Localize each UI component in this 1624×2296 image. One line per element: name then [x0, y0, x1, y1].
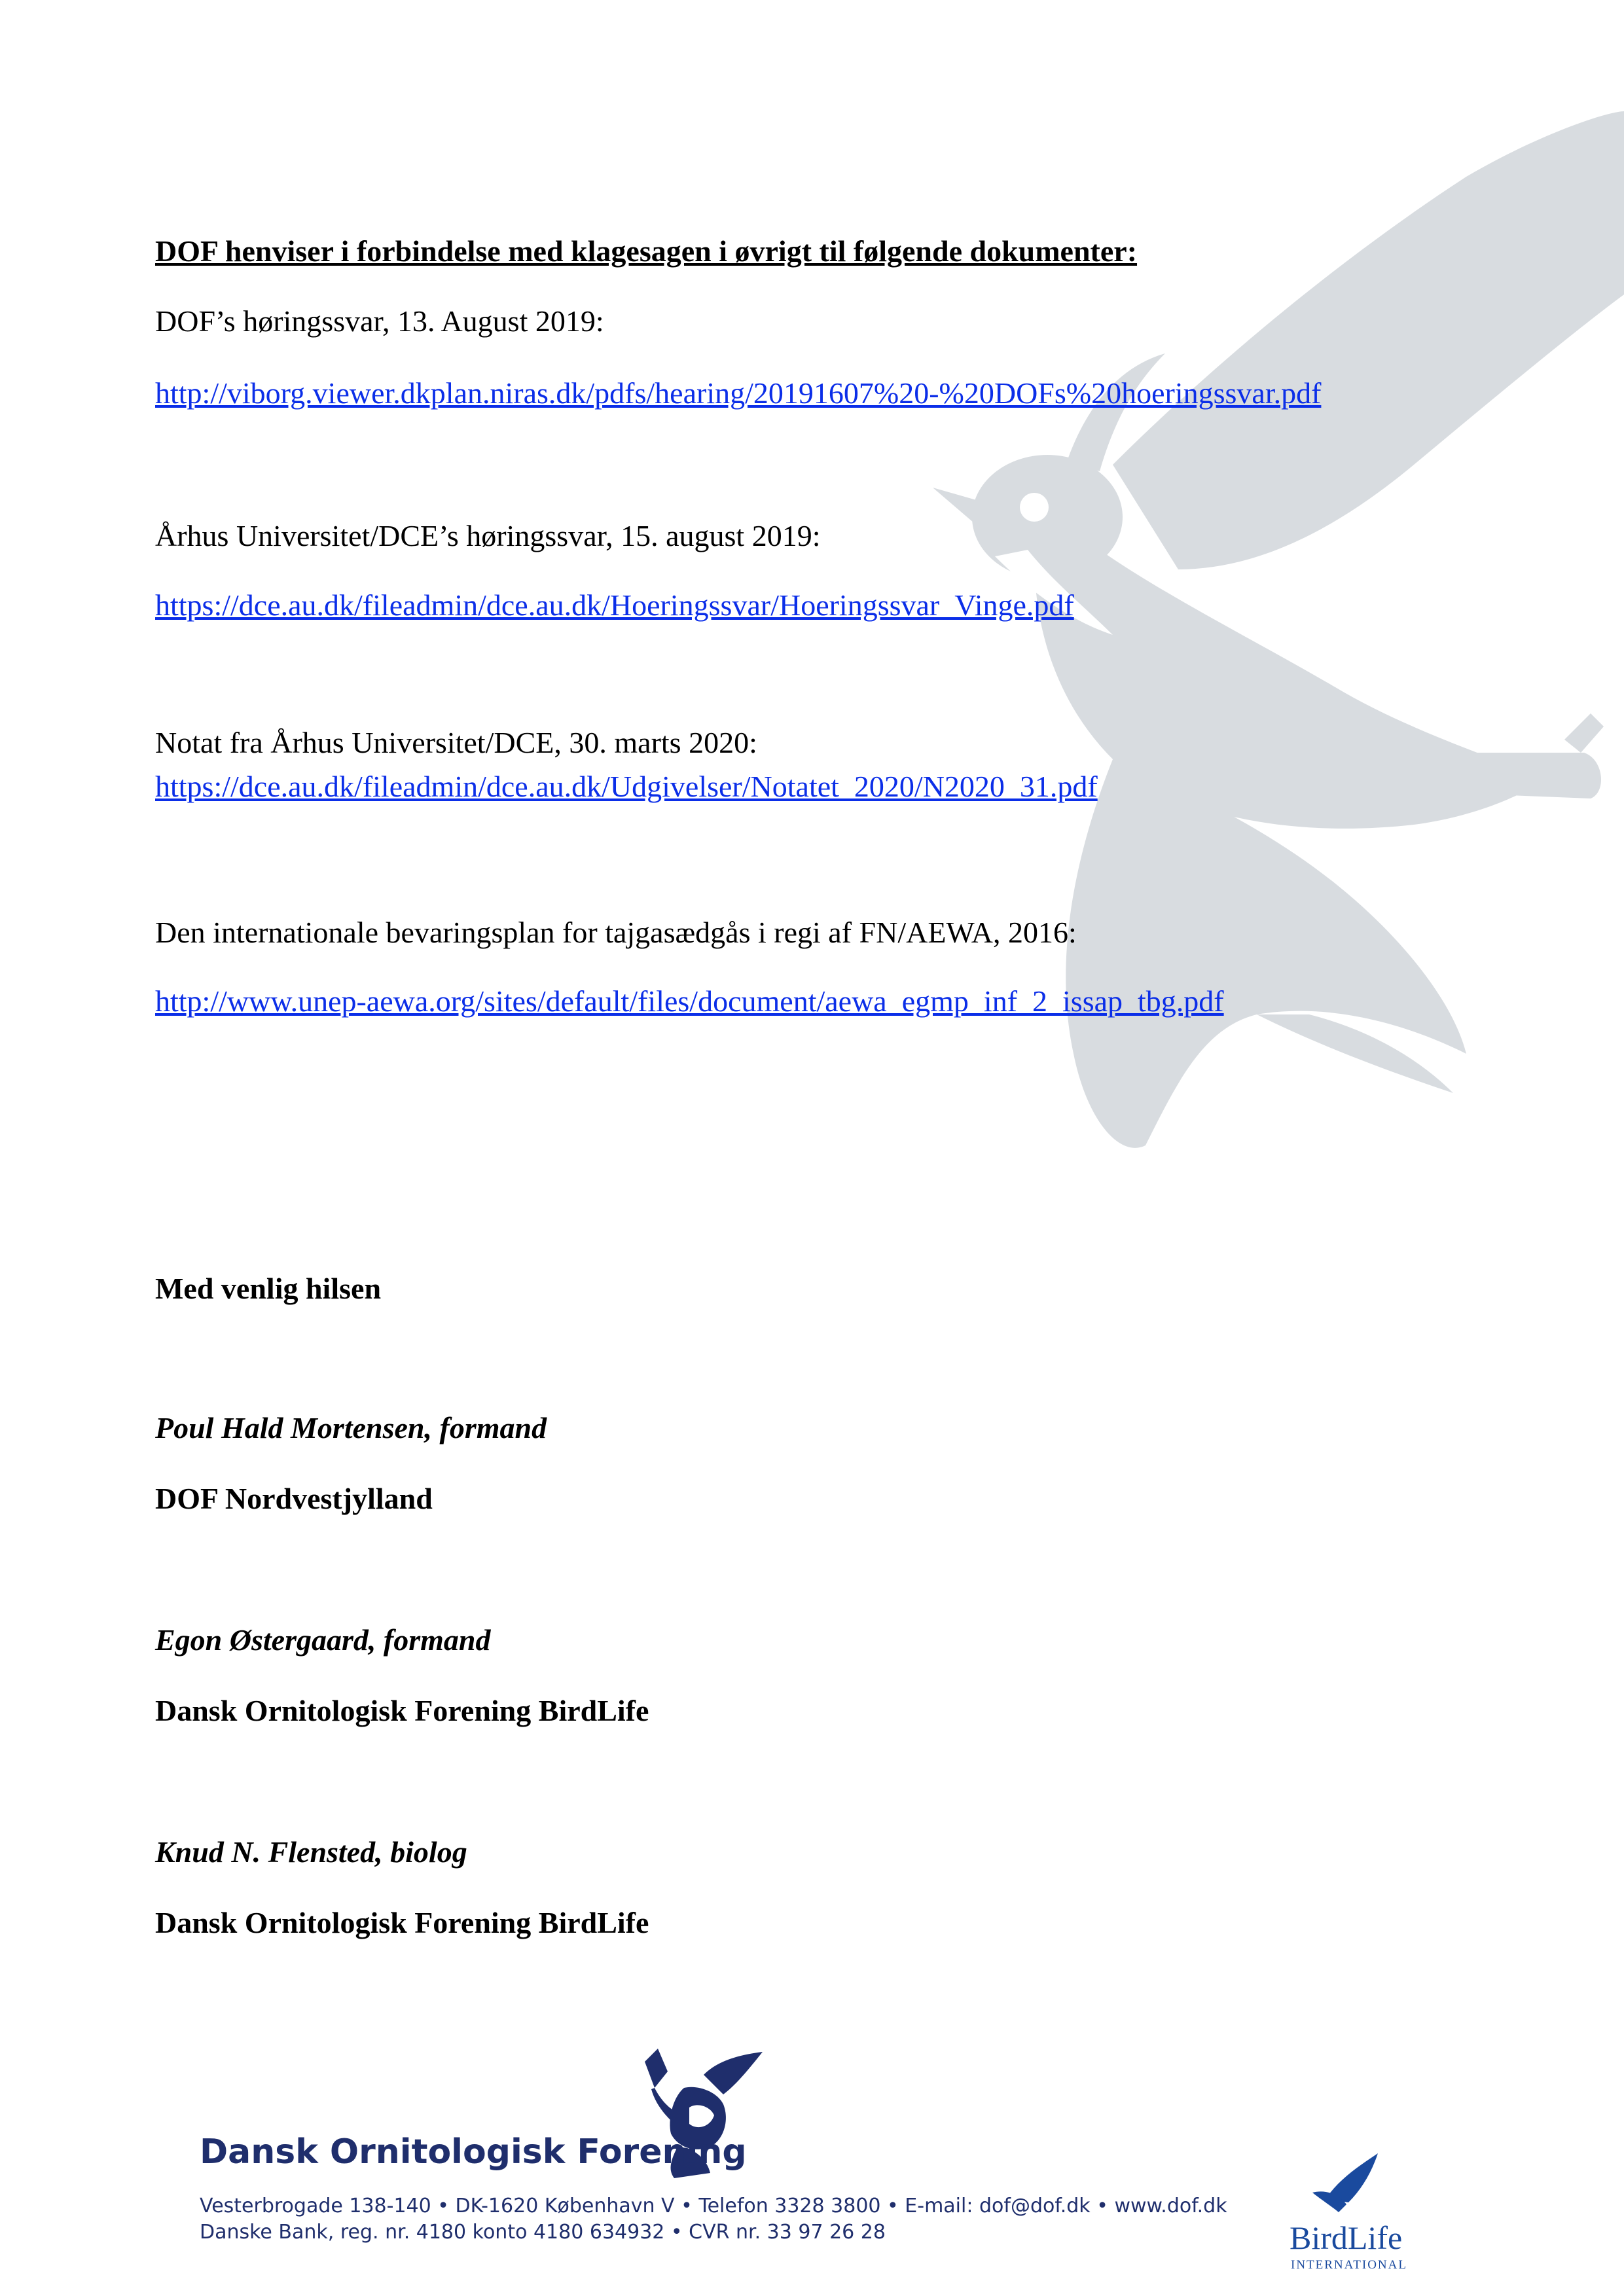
reference-link-2[interactable]: https://dce.au.dk/fileadmin/dce.au.dk/Hoeringssvar/Hoeringssvar_Vinge.pdf	[155, 588, 1074, 622]
letterhead-footer	[0, 2042, 1624, 2296]
reference-label-1: DOF’s høringssvar, 13. August 2019:	[155, 304, 604, 338]
birdlife-wordmark: BirdLife	[1290, 2219, 1403, 2256]
reference-label-2: Århus Universitet/DCE’s høringssvar, 15. august 2019:	[155, 519, 821, 552]
reference-link-3[interactable]: https://dce.au.dk/fileadmin/dce.au.dk/Udgivelser/Notatet_2020/N2020_31.pdf	[155, 770, 1098, 803]
address-line: Vesterbrogade 138-140 • DK-1620 København V • Telefon 3328 3800 • E-mail: dof@dof.dk • www.dof.dk	[200, 2195, 1227, 2217]
signatory-org-2: Dansk Ornitologisk Forening BirdLife	[155, 1694, 649, 1727]
page-heading: DOF henviser i forbindelse med klagesagen i øvrigt til følgende dokumenter:	[155, 234, 1138, 268]
birdlife-international-label: INTERNATIONAL	[1291, 2258, 1407, 2272]
bank-line: Danske Bank, reg. nr. 4180 konto 4180 634932 • CVR nr. 33 97 26 28	[200, 2221, 886, 2244]
closing-greeting: Med venlig hilsen	[155, 1272, 382, 1305]
signatory-name-1: Poul Hald Mortensen, formand	[155, 1411, 547, 1444]
reference-label-3: Notat fra Århus Universitet/DCE, 30. marts 2020:	[155, 726, 757, 759]
reference-link-4[interactable]: http://www.unep-aewa.org/sites/default/files/document/aewa_egmp_inf_2_issap_tbg.pdf	[155, 984, 1224, 1018]
reference-link-1[interactable]: http://viborg.viewer.dkplan.niras.dk/pdfs/hearing/20191607%20-%20DOFs%20hoeringssvar.pdf	[155, 376, 1322, 410]
signatory-org-3: Dansk Ornitologisk Forening BirdLife	[155, 1906, 649, 1939]
signatory-name-2: Egon Østergaard, formand	[155, 1623, 491, 1657]
signatory-org-1: DOF Nordvestjylland	[155, 1482, 433, 1515]
reference-label-4: Den internationale bevaringsplan for tajgasædgås i regi af FN/AEWA, 2016:	[155, 916, 1077, 949]
org-name: Dansk Ornitologisk Forening	[200, 2132, 747, 2172]
signatory-name-3: Knud N. Flensted, biolog	[155, 1835, 467, 1869]
